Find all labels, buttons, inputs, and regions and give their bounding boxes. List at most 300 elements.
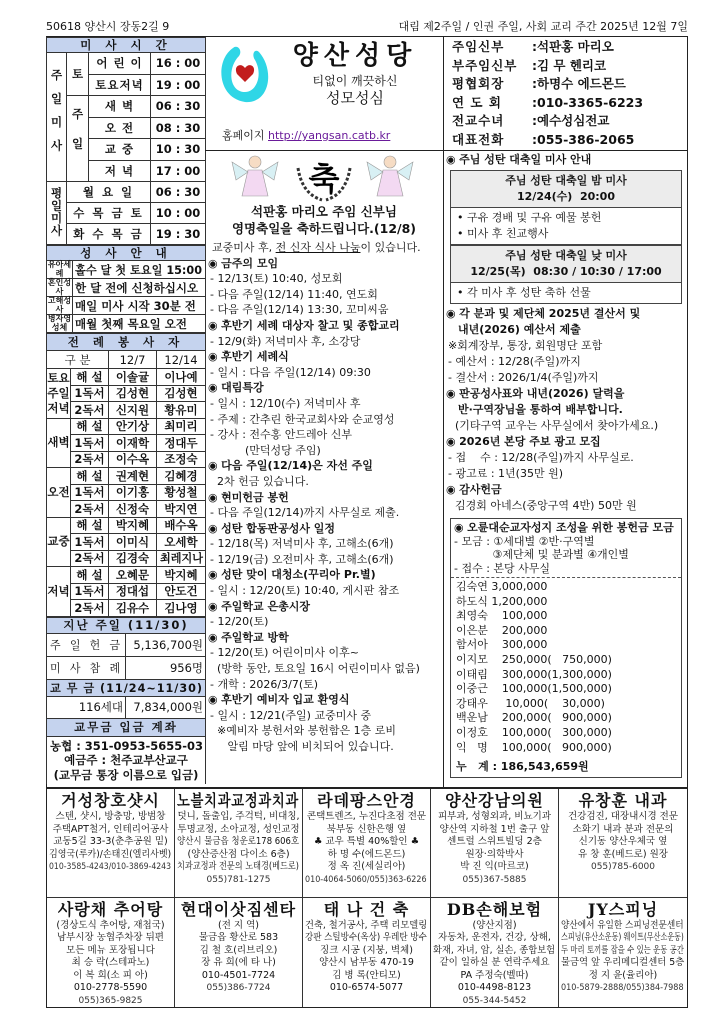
- ad-line: 북부동 신한은행 옆: [326, 823, 407, 835]
- news-line: - 강사 : 전수홍 안드레아 신부: [210, 428, 353, 442]
- server-name: 정대두: [164, 435, 198, 450]
- celebration-graphic: [210, 152, 440, 202]
- ad-name: 라데팡스안경: [317, 791, 416, 810]
- ad-line: (양산지점): [472, 919, 517, 931]
- server-name-cell: [157, 550, 206, 567]
- news-heading: ◉ 후반기 예비자 입교 환영식: [208, 692, 441, 708]
- mass-name-cell: [67, 182, 151, 203]
- server-role: 1독서: [74, 386, 105, 401]
- staff-value: 김 무 헨리코: [537, 57, 607, 73]
- ad-card: [431, 898, 559, 1008]
- mass-times-header: 미 사 시 간: [80, 38, 172, 52]
- news-line: 2차 헌금 있습니다.: [210, 474, 309, 488]
- homepage-link[interactable]: http://yangsan.catb.kr: [268, 129, 391, 142]
- server-group-cell: [47, 567, 71, 617]
- server-name-cell: [157, 583, 206, 600]
- server-name: 최레지나: [159, 551, 203, 566]
- ad-line: 모든 메뉴 포장됩니다: [66, 944, 155, 956]
- news-line: (방학 동안, 토요일 16시 어린이미사 없음): [210, 662, 420, 676]
- server-name: 김성현: [164, 386, 198, 401]
- server-name: 조정숙: [164, 452, 198, 467]
- server-row: [47, 583, 206, 600]
- server-name-cell: [109, 468, 157, 485]
- col-header-cell: [47, 351, 109, 369]
- server-group: 오전: [47, 484, 70, 499]
- christmas-heading: ◉ 주님 성탄 대축일 미사 안내: [446, 152, 686, 168]
- donor-row: 이정호 100,000( 300,000): [456, 725, 612, 739]
- server-role: 2독서: [74, 501, 105, 516]
- server-name-cell: [109, 385, 157, 402]
- donor-row: 하도식 1,200,000: [456, 594, 548, 608]
- sacrament-header-cell: [47, 246, 206, 261]
- server-name-cell: [157, 468, 206, 485]
- ad-line: PA 주정숙(벨따): [460, 969, 529, 981]
- news-line: - 개학 : 2026/3/7(토): [210, 677, 319, 691]
- server-name: 오혜문: [115, 567, 150, 582]
- ad-line: 하 명 수(에드몬드): [327, 848, 406, 860]
- server-row: [47, 385, 206, 402]
- weekday-row: [47, 182, 206, 203]
- sacrament-name: 유아세례: [47, 260, 72, 278]
- mass-name-cell: [67, 224, 151, 245]
- server-name: 김유수: [115, 600, 150, 615]
- ad-line: 김 철 호(리브리오): [199, 944, 278, 956]
- ad-line: 자동차, 운전자, 건강, 상해,: [438, 932, 551, 943]
- server-name-cell: [157, 369, 206, 386]
- ad-line: 화재, 자녀, 암, 실손, 종합보험: [433, 944, 556, 956]
- server-name: 이솔귤: [115, 369, 150, 384]
- weekday-mass-label-cell: [47, 182, 67, 245]
- news-heading: ◉ 주일학교 방학: [208, 630, 441, 646]
- sacrament-row: [47, 279, 206, 297]
- notice-line: - 광고료 : 1년(35만 원): [448, 467, 563, 480]
- church-name: 양산성당: [292, 41, 418, 71]
- attendance-value: 956명: [169, 660, 204, 675]
- ad-phone: 010-5879-2888/055)384-7988: [561, 983, 684, 993]
- sacrament-desc-cell: [73, 261, 206, 279]
- mass-name: 수 목 금 토: [73, 206, 144, 220]
- intro-b: 전 신자 식사 나눔: [275, 241, 361, 254]
- sunday-mass-label: 주일미사: [49, 68, 64, 163]
- staff-row: [452, 57, 680, 76]
- ad-name: 태 나 건 축: [323, 899, 410, 919]
- col-header: 12/7: [119, 352, 146, 367]
- ad-card: [175, 789, 303, 898]
- mass-name: 화 수 목 금: [73, 227, 144, 241]
- server-role-cell: [71, 550, 109, 567]
- server-role: 1독서: [74, 435, 105, 450]
- col-header: 구 분: [64, 352, 91, 367]
- server-name: 오세학: [164, 534, 198, 549]
- server-name: 김성현: [115, 386, 150, 401]
- server-name: 김나영: [164, 600, 198, 615]
- server-role: 1독서: [74, 534, 105, 549]
- ad-line: 010-6574-5077: [329, 982, 404, 993]
- last-week-header: 지난 주일 (11/30): [63, 618, 189, 632]
- mass-time: 08 : 30: [155, 120, 201, 135]
- donor-row: 익 명 100,000( 900,000): [456, 740, 612, 754]
- sacrament-name: 고해성사: [47, 296, 72, 314]
- mass-time-cell: [151, 182, 206, 203]
- mass-name: 교 중: [104, 142, 135, 157]
- ad-name: 양산강남의원: [445, 791, 544, 810]
- ad-line: 장 유 희(에 타 나): [201, 957, 276, 968]
- server-name-cell: [109, 451, 157, 468]
- mass-time: 19 : 30: [155, 227, 201, 241]
- notice-line: - 예산서 : 12/28(주일)까지: [448, 355, 581, 368]
- night-mass-time: 12/24(수) 20:00: [517, 190, 615, 203]
- server-name: 박지혜: [115, 518, 150, 533]
- news-heading: ◉ 다음 주일(12/14)은 자선 주일: [208, 458, 441, 474]
- mass-time: 06 : 30: [155, 99, 201, 114]
- ad-line: 건강검진, 대장내시경 전문: [567, 811, 678, 822]
- right-column: [446, 152, 686, 778]
- colon: :: [532, 113, 537, 128]
- ad-phone: 055)365-9825: [78, 995, 143, 1006]
- mass-name: 월 요 일: [82, 185, 135, 199]
- server-name-cell: [157, 501, 206, 518]
- homepage: [222, 127, 440, 143]
- mass-time: 16 : 00: [155, 56, 201, 71]
- ad-line: 센트럴 스위트빌딩 2층: [447, 836, 542, 847]
- server-group-cell: [47, 369, 71, 419]
- server-name-cell: [109, 567, 157, 584]
- server-name: 황성철: [164, 485, 198, 500]
- donor-row: 김숙연 3,000,000: [456, 580, 548, 593]
- server-name-cell: [157, 534, 206, 551]
- server-name: 정대섭: [115, 584, 150, 599]
- server-row: [47, 534, 206, 551]
- news-line: - 다음 주일(12/14) 11:40, 연도회: [210, 287, 378, 301]
- ad-line: 010-2778-5590: [73, 982, 148, 993]
- server-name: 박지연: [164, 501, 198, 516]
- ad-line: 신기동 양산우체국 옆: [578, 836, 668, 847]
- mass-time-cell: [151, 224, 206, 245]
- ad-line: 같이 일하실 분 연락주세요: [439, 957, 550, 968]
- server-row: [47, 451, 206, 468]
- ad-line: 물금읍 황산로 583: [198, 932, 279, 943]
- mass-time-cell: [151, 53, 206, 75]
- server-role-cell: [71, 402, 109, 419]
- ad-line: 피부과, 성형외과, 비뇨기과: [437, 811, 552, 822]
- ad-line: 소화기 내과 분과 전문의: [572, 823, 674, 835]
- ad-line: 양산에서 유일한 스피닝전문센터: [561, 919, 684, 931]
- news-line: - 다음 주일(12/14) 13:30, 꼬미씨움: [210, 303, 389, 317]
- server-name-cell: [157, 451, 206, 468]
- mass-name-cell: [89, 117, 151, 139]
- notice-line: ※회계장부, 통장, 회원명단 포함: [448, 339, 603, 352]
- mass-times-header-cell: [47, 38, 206, 53]
- news-heading: ◉ 주일학교 은총시장: [208, 599, 441, 615]
- ad-card: [47, 789, 175, 898]
- news-line: - 일시 : 12/10(수) 저녁미사 후: [210, 396, 361, 410]
- ad-card: [559, 898, 687, 1008]
- news-line: - 일시 : 12/21(주일) 교중미사 중: [210, 708, 372, 722]
- liturgical-date: 대림 제2주일 / 인권 주일, 사회 교리 주간 2025년 12월 7일: [398, 20, 688, 33]
- meal-notice: [208, 240, 441, 256]
- congrats-line-1: 석판홍 마리오 주임 신부님: [251, 204, 397, 219]
- servers-table: [46, 333, 206, 617]
- news-line: - 12/9(화) 저녁미사 후, 소강당: [210, 334, 361, 348]
- server-name: 김경숙: [115, 551, 150, 566]
- server-role-cell: [71, 501, 109, 518]
- day-mass-time: 12/25(목) 08:30 / 10:30 / 17:00: [470, 265, 662, 278]
- server-name: 이기홍: [115, 485, 150, 500]
- server-role-cell: [71, 517, 109, 534]
- donor-row: 강태우 10,000( 30,000): [456, 696, 605, 710]
- server-role: 해 설: [76, 567, 103, 582]
- angel-icon: [232, 156, 278, 196]
- christmas-mass-box: [450, 170, 682, 304]
- server-role: 해 설: [76, 369, 103, 384]
- ad-line: 투명교정, 소아교정, 성인교정: [177, 823, 300, 835]
- server-name-cell: [109, 501, 157, 518]
- staff-value: 하명수 에드몬드: [537, 76, 626, 91]
- congrats-line-2: 영명축일을 축하드립니다.(12/8): [231, 221, 416, 236]
- col-header: 12/14: [164, 352, 198, 367]
- server-row: [47, 402, 206, 419]
- night-mass-title: 주님 성탄 대축일 밤 미사: [505, 174, 627, 187]
- mass-time: 06 : 30: [155, 185, 201, 199]
- attendance-label: 미 사 참 례: [49, 660, 123, 675]
- ad-line: 010-4498-8123: [457, 982, 532, 993]
- announcements: [208, 240, 441, 755]
- mass-name-cell: [67, 203, 151, 224]
- ad-line: 강판 스틸방수(옥상) 우레탄 방수: [305, 932, 427, 943]
- ad-line: 정 지 윤(율리아): [588, 969, 658, 981]
- mass-time-cell: [151, 160, 206, 182]
- staff-row: [452, 75, 680, 94]
- account-note: (교무금 통장 이름으로 입금): [53, 767, 199, 782]
- ad-line: 남부시장 농협주차장 뒤편: [57, 932, 164, 943]
- ad-line: 최 승 락(스테파노): [71, 957, 150, 968]
- staff-role: 전교수녀: [452, 113, 505, 128]
- server-row: [47, 484, 206, 501]
- staff-row: [452, 94, 680, 113]
- server-group-cell: [47, 517, 71, 567]
- account-holder: 예금주 : 천주교부산교구: [64, 753, 188, 767]
- staff-value: 010-3365-6223: [537, 94, 644, 110]
- households: 116세대: [78, 700, 123, 714]
- server-role-cell: [71, 583, 109, 600]
- staff-role: 부주임신부: [452, 57, 518, 73]
- sacrament-name-cell: [47, 279, 73, 297]
- server-name-cell: [157, 435, 206, 452]
- ad-phone: 055)781-1275: [206, 874, 271, 885]
- server-name-cell: [109, 484, 157, 501]
- weekday-row: [47, 224, 206, 245]
- colon: :: [532, 39, 537, 54]
- sacrament-desc-cell: [73, 297, 206, 315]
- ad-line: 주택APT철거, 인테리어공사: [52, 823, 169, 835]
- news-line: - 12/18(목) 저녁미사 후, 고해소(6개): [210, 537, 394, 551]
- server-row: [47, 418, 206, 435]
- server-row: [47, 435, 206, 452]
- account-info: [47, 736, 206, 784]
- server-role: 2독서: [74, 402, 105, 417]
- server-role-cell: [71, 567, 109, 584]
- feast-congrats: [205, 203, 443, 237]
- sacrament-name: 혼인성사: [47, 278, 72, 296]
- server-name-cell: [109, 517, 157, 534]
- servers-header-cell: [47, 334, 206, 351]
- staff-row: [452, 131, 680, 150]
- server-name-cell: [157, 567, 206, 584]
- mass-name-cell: [89, 74, 151, 96]
- server-name: 배수옥: [164, 518, 198, 533]
- ad-name: JY스피닝: [587, 899, 659, 919]
- motto-line-1: 티없이 깨끗하신: [312, 74, 398, 88]
- col-header-cell: [157, 351, 206, 369]
- news-heading: ◉ 후반기 세례식: [208, 349, 441, 365]
- notice-heading-2: 반·구역장님을 통하여 배부합니다.: [458, 403, 623, 416]
- server-name: 안기상: [115, 419, 150, 434]
- ad-name: 유창훈 내과: [578, 791, 668, 810]
- server-group-cell: [47, 418, 71, 468]
- note: • 구유 경배 및 구유 예물 봉헌: [457, 211, 602, 224]
- server-name: 안도건: [164, 584, 198, 599]
- server-name-cell: [157, 385, 206, 402]
- ad-card: [303, 789, 431, 898]
- ad-name: 거성창호샷시: [61, 791, 160, 810]
- dues-value: 7,834,000원: [133, 700, 204, 714]
- donor-row: 백운남 200,000( 900,000): [456, 711, 612, 725]
- server-name-cell: [109, 418, 157, 435]
- notice-heading: ◉ 각 분과 및 제단체 2025년 결산서 및: [446, 306, 686, 322]
- ad-line: 스텐, 샷시, 방충망, 방범창: [55, 811, 166, 822]
- mass-name: 오 전: [104, 120, 135, 135]
- church-title: [280, 40, 430, 107]
- ad-name: 현대이삿짐센타: [180, 899, 297, 919]
- column-divider: [443, 150, 444, 788]
- sacrament-desc-cell: [73, 279, 206, 297]
- news-line: ※예비자 봉헌서와 봉헌함은 1층 로비: [210, 724, 396, 738]
- church-logo-icon: [215, 40, 275, 110]
- server-group-cell: [47, 468, 71, 518]
- server-name: 이나예: [164, 369, 198, 384]
- day-mass-title: 주님 성탄 대축일 낮 미사: [505, 249, 627, 262]
- server-row: [47, 567, 206, 584]
- angel-icon: [367, 156, 413, 196]
- ad-phone: 055)386-7724: [206, 983, 271, 993]
- server-group: 토요주일저녁: [47, 370, 70, 415]
- sacrament-row: [47, 315, 206, 333]
- ad-card: [47, 898, 175, 1008]
- motto-line-2: 성모성심: [326, 89, 384, 107]
- ad-line: (경상도식 추어탕, 재첩국): [56, 919, 165, 931]
- server-group: 교중: [47, 534, 70, 549]
- ad-name: DB손해보험: [446, 899, 543, 919]
- intro-c: 이 있습니다.: [360, 241, 421, 254]
- fund-total: 누 계 : 186,543,659원: [456, 760, 589, 774]
- notice-heading: ◉ 판공성사표와 내년(2026) 달력을: [446, 386, 686, 402]
- mass-time: 19 : 00: [155, 77, 201, 92]
- donor-row: 이태림 300,000(1,300,000): [456, 667, 612, 681]
- ad-line: 두 마리 토끼를 잡을 수 있는 운동 공간: [561, 944, 684, 956]
- sacrament-desc-cell: [73, 315, 206, 333]
- offering-value: 5,136,700원: [133, 637, 204, 652]
- sacrament-name: 병자영성체: [47, 314, 72, 332]
- server-row: [47, 600, 206, 617]
- ad-line: (양산증산점 다이소 6층): [187, 848, 290, 860]
- finance-table: [46, 617, 206, 785]
- server-role-cell: [71, 385, 109, 402]
- news-line: - 일시 : 다음 주일(12/14) 09:30: [210, 365, 371, 379]
- server-name-cell: [109, 600, 157, 617]
- ad-name: 사랑채 추어탕: [57, 899, 164, 919]
- staff-role: 평협회장: [452, 76, 505, 91]
- news-heading: ◉ 금주의 모임: [208, 256, 441, 272]
- notice-line: (기타구역 교우는 사무실에서 찾아가세요.): [448, 419, 659, 432]
- server-name-cell: [109, 369, 157, 386]
- server-name: 황유미: [164, 402, 198, 417]
- server-role-cell: [71, 451, 109, 468]
- server-role-cell: [71, 418, 109, 435]
- notice-line: - 결산서 : 2026/1/4(주일)까지: [448, 371, 599, 384]
- colon: :: [532, 57, 537, 73]
- server-group: 저녁: [47, 583, 70, 598]
- staff-value: 055-386-2065: [537, 131, 635, 147]
- sacrament-desc: 홀수 달 첫 토요일 15:00: [75, 262, 202, 277]
- server-name-cell: [109, 534, 157, 551]
- ad-name: 노블치과교정과치과: [177, 791, 300, 810]
- news-heading: ◉ 성탄 맞이 대청소(꾸리아 Pr.별): [208, 567, 441, 583]
- fund-line: - 모금 : ①세대별 ②반·구역별: [454, 534, 595, 548]
- ad-phone: 055)367-5885: [462, 874, 527, 885]
- page-header: [46, 18, 688, 34]
- sunday-label: 주일: [70, 107, 85, 167]
- homepage-label: 홈페이지: [222, 129, 265, 142]
- sacrament-name-cell: [47, 297, 73, 315]
- server-role-cell: [71, 369, 109, 386]
- ad-card: [303, 898, 431, 1008]
- sacrament-row: [47, 261, 206, 279]
- staff-info: [443, 36, 688, 151]
- server-group: 새벽: [47, 435, 70, 450]
- mass-name: 어 린 이: [96, 56, 143, 71]
- server-name-cell: [157, 418, 206, 435]
- saturday-label-cell: [67, 53, 89, 96]
- ad-phone: 010-3585-4243/010-3869-4243: [49, 862, 171, 872]
- server-row: [47, 501, 206, 518]
- weekday-row: [47, 203, 206, 224]
- ad-card: [175, 898, 303, 1008]
- server-role: 2독서: [74, 600, 105, 615]
- server-name: 신지원: [115, 402, 150, 417]
- staff-row: [452, 112, 680, 131]
- sacrament-header: 성 사 안 내: [80, 246, 172, 260]
- ad-line: 양산시 물금읍 청운로178 606호: [177, 836, 300, 847]
- colon: :: [532, 94, 537, 110]
- ad-line: 김 병 록(안티모): [332, 969, 401, 981]
- donor-row: 이지모 250,000( 750,000): [456, 652, 612, 666]
- offering-label: 주 일 헌 금: [49, 637, 123, 652]
- ad-line: 덧니, 돌출입, 주걱턱, 비대칭,: [177, 811, 300, 822]
- server-role-cell: [71, 484, 109, 501]
- mass-time: 10 : 00: [155, 206, 201, 220]
- server-role-cell: [71, 468, 109, 485]
- left-column: [46, 37, 205, 784]
- mass-name-cell: [89, 96, 151, 118]
- server-name: 최미리: [164, 419, 198, 434]
- mass-name: 새 벽: [104, 99, 135, 114]
- notice-heading: ◉ 2026년 본당 주보 광고 모집: [446, 434, 686, 450]
- ad-line: (전 지 역): [218, 919, 259, 931]
- ad-phone: 055)785-6000: [590, 862, 656, 872]
- account-number: 농협 : 351-0953-5655-03: [49, 738, 203, 753]
- server-name: 김혜경: [164, 468, 198, 483]
- sacrament-desc: 매월 첫째 목요일 오전: [75, 316, 187, 331]
